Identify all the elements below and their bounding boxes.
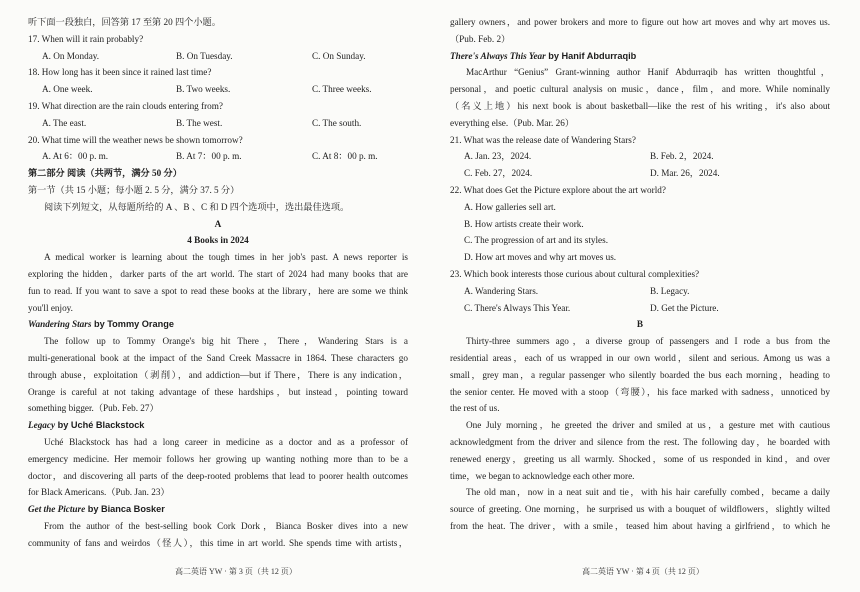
text-line: The follow up to Tommy Orange's big hit There，There，Wandering Stars is a: [44, 336, 408, 347]
text-line: One July morning，he greeted the driver and smiled at us，a gesture met with cautious: [466, 420, 830, 431]
option: A. The east.: [42, 117, 87, 128]
text-line: Thirty-three summers ago，a diverse group of passengers and I rode a bus from the: [466, 336, 830, 347]
book-3-description: [28, 518, 408, 552]
option: B. How artists create their work.: [464, 218, 584, 229]
text-line: residential areas，each of us wrapped in our own world，silent and serious. Among us was a: [450, 352, 830, 363]
section-one-heading: 第一节（共 15 小题；每小题 2. 5 分，满分 37. 5 分）: [28, 184, 240, 195]
text-line: small，grey man，a regular passenger who silently boarded the bus each morning，heading to: [450, 369, 830, 380]
book-2-description: [28, 434, 408, 501]
text-line: source of greeting. One morning，he surprised us with a bouquet of wildflowers，slightly wilted: [450, 504, 830, 515]
text-line: the rest of us.: [450, 403, 500, 414]
option: D. Mar. 26，2024.: [650, 168, 720, 179]
right-page: [450, 14, 830, 535]
option: B. Feb. 2，2024.: [650, 151, 714, 162]
question-17: 17. When will it rain probably?: [28, 33, 144, 44]
listening-intro: 听下面一段独白，回答第 17 至第 20 四个小题。: [28, 17, 221, 27]
book-4-author: by Hanif Abdurraqib: [545, 50, 637, 61]
question-18: 18. How long has it been since it rained last time?: [28, 67, 212, 78]
question-23-options-row: [450, 283, 830, 300]
option: A. How galleries sell art.: [464, 201, 556, 212]
text-line: personal，and poetic cultural analysis on music，dance，film，and more. While nominally: [450, 84, 830, 95]
passage-a-title: 4 Books in 2024: [187, 235, 249, 246]
text-line: Uché Blackstock has had a long career in medicine as a doctor and as a professor of: [44, 436, 408, 447]
option: A. At 6：00 p. m.: [42, 151, 109, 162]
question-19: 19. What direction are the rain clouds entering from?: [28, 100, 223, 111]
text-line: MacArthur “Genius” Grant-winning author Hanif Abdurraqib has written thoughtful，: [466, 67, 830, 78]
text-line: From the author of the best-selling book Cork Dork，Bianca Bosker dives into a new: [44, 520, 408, 531]
text-line: gallery owners，and power brokers and more to figure out how art moves and why art moves us.: [450, 17, 830, 27]
question-21-options-row: [450, 148, 830, 165]
passage-b-label: B: [636, 319, 644, 330]
option: A. Jan. 23，2024.: [464, 151, 532, 162]
option: C. The progression of art and its styles.: [464, 235, 609, 246]
text-line: from the heat. The driver，with a smile，teased him about having a girlfriend，to which he: [450, 520, 830, 531]
option: C. Feb. 27，2024.: [464, 168, 533, 179]
text-line: community of fans and weirdos（怪人），this time in art world. She spends time with artists，: [28, 537, 408, 548]
option: C. There's Always This Year.: [464, 302, 571, 313]
option: A. Wandering Stars.: [464, 285, 539, 296]
book-3-heading: [28, 501, 408, 518]
option: C. On Sunday.: [312, 50, 366, 61]
left-page: [28, 14, 408, 552]
question-22: 22. What does Get the Picture explore about the art world?: [450, 184, 666, 195]
text-line: emergency medicine. Her memoir follows her growing up wanting nothing more than to be a: [28, 453, 408, 464]
text-line: you'll enjoy.: [28, 302, 73, 313]
text-line: time，we began to acknowledge each other more.: [450, 470, 635, 481]
question-20: 20. What time will the weather news be shown tomorrow?: [28, 134, 243, 145]
book-1-author: by Tommy Orange: [91, 319, 174, 330]
option: D. Get the Picture.: [650, 302, 719, 313]
text-line: fun to read. If you want to save a spot to read these books at the library，here are some we think: [28, 285, 408, 296]
option: C. At 8：00 p. m.: [312, 151, 378, 162]
question-20-options: [28, 148, 408, 165]
book-1-title: Wandering Stars: [28, 319, 92, 330]
left-page-footer: 高二英语 YW · 第 3 页（共 12 页）: [175, 567, 297, 576]
book-2-title: Legacy: [28, 420, 56, 431]
text-line: exploring the hidden，darker parts of the art world. The start of 2024 had many books that are: [28, 268, 408, 279]
question-17-options: [28, 48, 408, 65]
book-4-heading: [450, 48, 830, 65]
text-line: A medical worker is learning about the tough times in her job's past. A news reporter is: [44, 252, 408, 263]
text-line: for Black Americans.（Pub. Jan. 23）: [28, 487, 170, 498]
option: B. Two weeks.: [176, 84, 231, 95]
book-3-title: Get the Picture: [28, 504, 86, 515]
passage-b-paragraph-1: [450, 333, 830, 417]
passage-b-paragraph-2: [450, 417, 830, 484]
book-2-heading: [28, 417, 408, 434]
option: C. Three weeks.: [312, 84, 372, 95]
text-line: （Pub. Feb. 2）: [450, 33, 511, 44]
text-line: multi-generational book at the impact of the Sand Creek Massacre in 1864. These characters go: [28, 352, 408, 363]
option: C. The south.: [312, 117, 362, 128]
reading-instruction: 阅读下列短文，从每题所给的 A 、B 、C 和 D 四个选项中，选出最佳选项。: [44, 201, 350, 212]
text-line: renewed energy，greeting us all warmly. Shocked，some of us responded in kind，and over: [450, 453, 830, 464]
passage-a-label: A: [214, 218, 222, 229]
question-23-options-row: [450, 300, 830, 317]
book-1-description: [28, 333, 408, 417]
option: A. One week.: [42, 84, 93, 95]
option: A. On Monday.: [42, 50, 100, 61]
text-line: acknowledgment from the driver and silence from the rest. The following day，he boarded with: [450, 436, 830, 447]
option: B. On Tuesday.: [176, 50, 233, 61]
book-4-description: [450, 64, 830, 131]
option: D. How art moves and why art moves us.: [464, 252, 617, 263]
passage-a-intro: [28, 249, 408, 316]
right-page-footer: 高二英语 YW · 第 4 页（共 12 页）: [582, 567, 704, 576]
question-18-options: [28, 81, 408, 98]
question-21-options-row: [450, 165, 830, 182]
text-line: （名义上地）his next book is about basketball—like the rest of his writing，it's also about: [450, 100, 830, 111]
part-two-heading: 第二部分 阅读（共两节，满分 50 分）: [28, 168, 182, 179]
text-line: something bigger.（Pub. Feb. 27）: [28, 403, 159, 414]
text-line: Orange is careful at not taking advantage of these hardships，but instead，pointing toward: [28, 386, 408, 397]
book-1-heading: [28, 316, 408, 333]
text-line: everything else.（Pub. Mar. 26）: [450, 117, 575, 128]
text-line: the senior center. He moved with a stoop（弯腰），his face marked with sadness，unnoticed by: [450, 386, 830, 397]
passage-b-paragraph-3: [450, 484, 830, 534]
text-line: through abuse，exploitation（剥削），and addiction—but if There，There is any indication，: [28, 369, 408, 380]
option: B. The west.: [176, 117, 223, 128]
book-4-title: There's Always This Year: [450, 50, 546, 61]
option: B. Legacy.: [650, 285, 690, 296]
text-line: doctor，and discovering all parts of the deep-rooted problems that lead to poorer health outcomes: [28, 470, 408, 481]
text-line: The old man，now in a neat suit and tie，with his hair carefully combed，became a daily: [466, 487, 830, 498]
book-3-author: by Bianca Bosker: [85, 504, 165, 515]
question-19-options: [28, 115, 408, 132]
option: B. At 7：00 p. m.: [176, 151, 242, 162]
book-2-author: by Uché Blackstock: [55, 420, 145, 431]
question-23: 23. Which book interests those curious about cultural complexities?: [450, 268, 700, 279]
question-21: 21. What was the release date of Wandering Stars?: [450, 134, 636, 145]
